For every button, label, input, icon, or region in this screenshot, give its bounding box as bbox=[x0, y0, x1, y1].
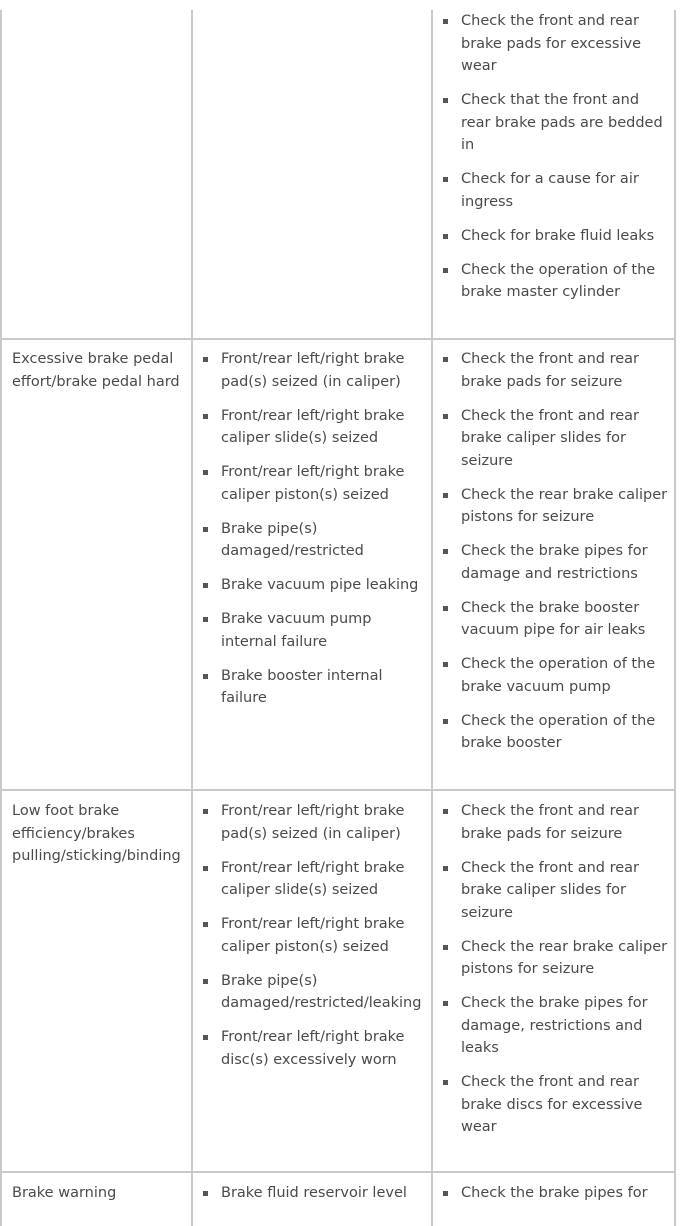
list-item: Brake pipe(s) damaged/restricted bbox=[201, 518, 427, 563]
bullet-icon bbox=[443, 606, 448, 611]
bullet-icon bbox=[203, 674, 208, 679]
list-item: Check the front and rear brake caliper slides for seizure bbox=[441, 405, 671, 473]
bullet-icon bbox=[203, 357, 208, 362]
list-item: Check the rear brake caliper pistons for seizure bbox=[441, 484, 671, 529]
bullet-icon bbox=[443, 1080, 448, 1085]
bullet-icon bbox=[203, 809, 208, 814]
bullet-icon bbox=[443, 414, 448, 419]
list-item: Brake vacuum pump internal failure bbox=[201, 608, 427, 653]
symptom-text: Low foot brake efficiency/brakes pulling/sticking/binding bbox=[12, 803, 181, 864]
action-list bbox=[441, 800, 671, 1139]
row-divider bbox=[0, 1171, 676, 1173]
symptom-text: Brake warning bbox=[12, 1185, 117, 1201]
bullet-icon bbox=[443, 549, 448, 554]
table-row-1-actions bbox=[441, 348, 671, 766]
table-row-0-actions bbox=[441, 10, 671, 315]
list-item: Check the brake pipes for damage, restrictions and leaks bbox=[441, 992, 671, 1060]
symptom-text: Excessive brake pedal effort/brake pedal hard bbox=[12, 351, 180, 390]
bullet-icon bbox=[443, 945, 448, 950]
list-item: Front/rear left/right brake pad(s) seized (in caliper) bbox=[201, 348, 427, 393]
bullet-icon bbox=[443, 493, 448, 498]
action-list bbox=[441, 10, 671, 304]
table-row-1-symptom bbox=[12, 348, 188, 393]
list-item: Check the brake pipes for damage and restrictions bbox=[441, 540, 671, 585]
bullet-icon bbox=[203, 617, 208, 622]
table-row-2-actions bbox=[441, 800, 671, 1150]
row-divider bbox=[0, 338, 676, 340]
bullet-icon bbox=[443, 19, 448, 24]
list-item: Check the brake booster vacuum pipe for air leaks bbox=[441, 597, 671, 642]
bullet-icon bbox=[203, 583, 208, 588]
cause-list bbox=[201, 800, 427, 1071]
list-item: Front/rear left/right brake caliper slide(s) seized bbox=[201, 405, 427, 450]
table-row-3-causes bbox=[201, 1182, 427, 1216]
bullet-icon bbox=[203, 470, 208, 475]
bullet-icon bbox=[203, 866, 208, 871]
list-item: Check the front and rear brake pads for seizure bbox=[441, 800, 671, 845]
bullet-icon bbox=[203, 1035, 208, 1040]
list-item: Check the front and rear brake caliper slides for seizure bbox=[441, 857, 671, 925]
list-item: Check the operation of the brake vacuum pump bbox=[441, 653, 671, 698]
action-list bbox=[441, 1182, 671, 1205]
action-list bbox=[441, 348, 671, 755]
list-item: Check the front and rear brake pads for seizure bbox=[441, 348, 671, 393]
table-row-2-causes bbox=[201, 800, 427, 1083]
list-item: Check the rear brake caliper pistons for seizure bbox=[441, 936, 671, 981]
list-item: Front/rear left/right brake caliper piston(s) seized bbox=[201, 913, 427, 958]
bullet-icon bbox=[203, 414, 208, 419]
bullet-icon bbox=[203, 979, 208, 984]
list-item: Check the operation of the brake master cylinder bbox=[441, 259, 671, 304]
bullet-icon bbox=[443, 866, 448, 871]
list-item: Front/rear left/right brake caliper slide(s) seized bbox=[201, 857, 427, 902]
bullet-icon bbox=[443, 719, 448, 724]
table-border-right bbox=[674, 10, 676, 1226]
bullet-icon bbox=[443, 662, 448, 667]
bullet-icon bbox=[443, 1001, 448, 1006]
bullet-icon bbox=[443, 809, 448, 814]
cause-list bbox=[201, 1182, 427, 1205]
list-item: Check the operation of the brake booster bbox=[441, 710, 671, 755]
bullet-icon bbox=[443, 268, 448, 273]
bullet-icon bbox=[443, 1191, 448, 1196]
bullet-icon bbox=[443, 234, 448, 239]
list-item: Check the brake pipes for bbox=[441, 1182, 671, 1205]
column-divider-1 bbox=[191, 10, 193, 1226]
list-item: Front/rear left/right brake caliper piston(s) seized bbox=[201, 461, 427, 506]
column-divider-2 bbox=[431, 10, 433, 1226]
list-item: Brake vacuum pipe leaking bbox=[201, 574, 427, 597]
list-item: Check for brake fluid leaks bbox=[441, 225, 671, 248]
list-item: Check that the front and rear brake pads are bedded in bbox=[441, 89, 671, 157]
table-row-1-causes bbox=[201, 348, 427, 721]
list-item: Brake fluid reservoir level bbox=[201, 1182, 427, 1205]
bullet-icon bbox=[203, 922, 208, 927]
table-border-left bbox=[0, 10, 2, 1226]
list-item: Check the front and rear brake discs for excessive wear bbox=[441, 1071, 671, 1139]
bullet-icon bbox=[443, 98, 448, 103]
list-item: Check the front and rear brake pads for excessive wear bbox=[441, 10, 671, 78]
row-divider bbox=[0, 789, 676, 791]
table-row-3-actions bbox=[441, 1182, 671, 1216]
cause-list bbox=[201, 348, 427, 710]
table-row-3-symptom bbox=[12, 1182, 188, 1205]
bullet-icon bbox=[443, 177, 448, 182]
list-item: Front/rear left/right brake disc(s) excessively worn bbox=[201, 1026, 427, 1071]
bullet-icon bbox=[203, 527, 208, 532]
list-item: Front/rear left/right brake pad(s) seized (in caliper) bbox=[201, 800, 427, 845]
bullet-icon bbox=[443, 357, 448, 362]
list-item: Brake booster internal failure bbox=[201, 665, 427, 710]
table-row-2-symptom bbox=[12, 800, 188, 868]
list-item: Check for a cause for air ingress bbox=[441, 168, 671, 213]
bullet-icon bbox=[203, 1191, 208, 1196]
list-item: Brake pipe(s) damaged/restricted/leaking bbox=[201, 970, 427, 1015]
